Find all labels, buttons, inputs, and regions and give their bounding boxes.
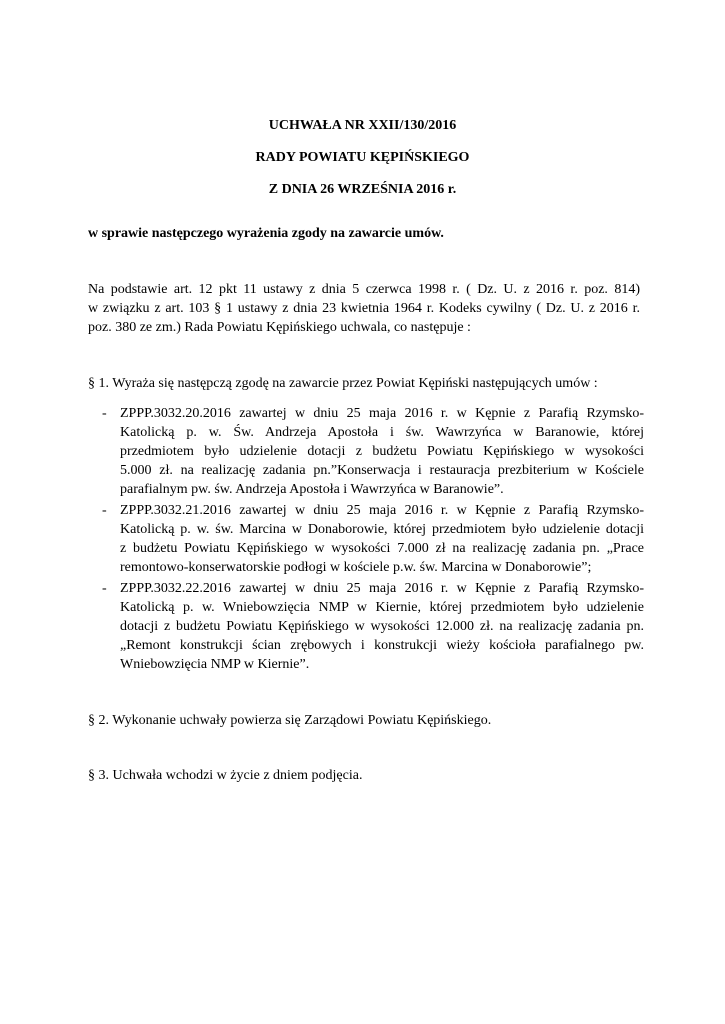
paragraph-1 bbox=[88, 374, 598, 393]
list-dash: - bbox=[102, 503, 107, 518]
contract-line: parafialnym pw. św. Andrzeja Apostoła i Wawrzyńca w Baranowie”. bbox=[120, 482, 504, 497]
resolution-subject: w sprawie następczego wyrażenia zgody na zawarcie umów. bbox=[88, 226, 444, 241]
paragraph-1-text: § 1. Wyraża się następczą zgodę na zawarcie przez Powiat Kępiński następujących umów : bbox=[88, 376, 598, 391]
paragraph-2-text: § 2. Wykonanie uchwały powierza się Zarządowi Powiatu Kępińskiego. bbox=[88, 713, 492, 728]
contract-item-text bbox=[120, 579, 644, 674]
contract-line: Wniebowzięcia NMP w Kiernie”. bbox=[120, 657, 310, 672]
preamble bbox=[88, 280, 640, 337]
contract-line: dotacji z budżetu Powiatu Kępińskiego w wysokości 12.000 zł. na realizację zadania pn. bbox=[120, 619, 644, 634]
contract-item-text bbox=[120, 501, 644, 577]
contract-line: Katolicką p. w. Św. Andrzeja Apostoła i św. Wawrzyńca w Baranowie, której bbox=[120, 425, 644, 440]
heading-council: RADY POWIATU KĘPIŃSKIEGO bbox=[255, 150, 470, 165]
preamble-line: poz. 380 ze zm.) Rada Powiatu Kępińskiego uchwala, co następuje : bbox=[88, 320, 471, 335]
heading-date: Z DNIA 26 WRZEŚNIA 2016 r. bbox=[268, 182, 457, 197]
resolution-heading bbox=[0, 110, 725, 206]
preamble-line: w związku z art. 103 § 1 ustawy z dnia 23 kwietnia 1964 r. Kodeks cywilny ( Dz. U. z 2016 r. bbox=[88, 301, 640, 316]
contract-line: ZPPP.3032.20.2016 zawartej w dniu 25 maja 2016 r. w Kępnie z Parafią Rzymsko- bbox=[120, 406, 644, 421]
list-dash: - bbox=[102, 406, 107, 421]
contract-line: z budżetu Powiatu Kępińskiego w wysokości 7.000 zł na realizację zadania pn. „Prace bbox=[120, 541, 644, 556]
paragraph-3 bbox=[88, 766, 362, 785]
paragraph-2 bbox=[88, 711, 491, 730]
contract-line: ZPPP.3032.22.2016 zawartej w dniu 25 maja 2016 r. w Kępnie z Parafią Rzymsko- bbox=[120, 581, 644, 596]
contract-line: Katolicką p. w. św. Marcina w Donaborowie, której przedmiotem było udzielenie dotacji bbox=[120, 522, 644, 537]
heading-number: UCHWAŁA NR XXII/130/2016 bbox=[268, 118, 457, 133]
contract-line: 5.000 zł. na realizację zadania pn.”Konserwacja i restauracja prezbiterium w Kościele bbox=[120, 463, 644, 478]
preamble-line: Na podstawie art. 12 pkt 11 ustawy z dnia 5 czerwca 1998 r. ( Dz. U. z 2016 r. poz. 814) bbox=[88, 282, 640, 297]
contract-line: przedmiotem było udzielenie dotacji z budżetu Powiatu Kępińskiego w wysokości bbox=[120, 444, 644, 459]
contract-item-text bbox=[120, 404, 644, 499]
contract-line: „Remont konstrukcji ścian zrębowych i konstrukcji wieży kościoła parafialnego pw. bbox=[120, 638, 644, 653]
contract-line: Katolicką p. w. Wniebowzięcia NMP w Kiernie, której przedmiotem było udzielenie bbox=[120, 600, 644, 615]
contract-line: remontowo-konserwatorskie podłogi w kościele p.w. św. Marcina w Donaborowie”; bbox=[120, 560, 592, 575]
contract-line: ZPPP.3032.21.2016 zawartej w dniu 25 maja 2016 r. w Kępnie z Parafią Rzymsko- bbox=[120, 503, 644, 518]
list-dash: - bbox=[102, 581, 107, 596]
paragraph-3-text: § 3. Uchwała wchodzi w życie z dniem podjęcia. bbox=[88, 768, 363, 783]
